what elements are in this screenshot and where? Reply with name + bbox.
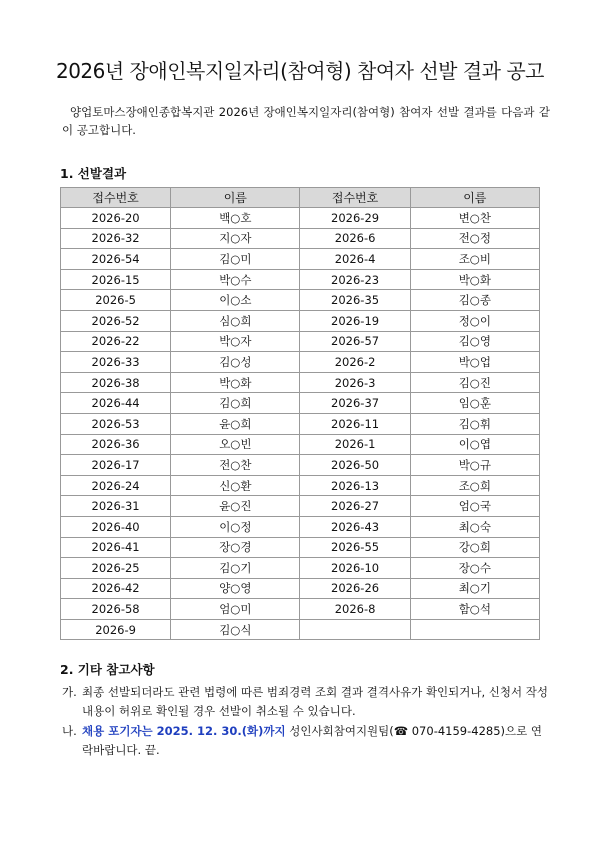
header-name: 이름 [171, 188, 300, 208]
receipt-number-cell: 2026-5 [61, 290, 171, 311]
header-name: 이름 [410, 188, 539, 208]
note-marker: 나. [62, 724, 77, 738]
receipt-number-cell: 2026-53 [61, 413, 171, 434]
name-cell: 지○자 [171, 228, 300, 249]
name-cell: 최○기 [410, 578, 539, 599]
name-cell: 박○화 [171, 372, 300, 393]
table-row [61, 537, 540, 558]
table-body [61, 208, 540, 640]
results-table [60, 187, 540, 640]
name-cell: 신○환 [171, 475, 300, 496]
table-row [61, 413, 540, 434]
receipt-number-cell: 2026-2 [300, 352, 410, 373]
receipt-number-cell: 2026-36 [61, 434, 171, 455]
name-cell: 윤○희 [171, 413, 300, 434]
receipt-number-cell: 2026-44 [61, 393, 171, 414]
receipt-number-cell: 2026-40 [61, 516, 171, 537]
receipt-number-cell: 2026-20 [61, 208, 171, 229]
name-cell: 심○희 [171, 310, 300, 331]
receipt-number-cell: 2026-13 [300, 475, 410, 496]
section-heading-notes: 2. 기타 참고사항 [60, 662, 155, 677]
table-row [61, 249, 540, 270]
note-marker: 가. [62, 685, 77, 699]
name-cell: 김○휘 [410, 413, 539, 434]
intro-paragraph: 양업토마스장애인종합복지관 2026년 장애인복지일자리(참여형) 참여자 선발 결과를 다음과 같이 공고합니다. [62, 105, 550, 137]
note-text: 성인사회참여지원팀(☎ 070-4159-4285)으로 연락바랍니다. 끝. [82, 724, 542, 757]
name-cell: 정○이 [410, 310, 539, 331]
table-row [61, 372, 540, 393]
note-item [62, 683, 548, 721]
name-cell: 강○희 [410, 537, 539, 558]
name-cell: 이○소 [171, 290, 300, 311]
name-cell: 전○정 [410, 228, 539, 249]
name-cell: 장○경 [171, 537, 300, 558]
note-text: 최종 선발되더라도 관련 법령에 따른 범죄경력 조회 결과 결격사유가 확인되거나, 신청서 작성 내용이 허위로 확인될 경우 선발이 취소될 수 있습니다. [82, 685, 549, 718]
name-cell: 윤○진 [171, 496, 300, 517]
receipt-number-cell: 2026-52 [61, 310, 171, 331]
receipt-number-cell: 2026-55 [300, 537, 410, 558]
name-cell: 박○규 [410, 455, 539, 476]
name-cell: 김○영 [410, 331, 539, 352]
receipt-number-cell: 2026-15 [61, 269, 171, 290]
table-row [61, 310, 540, 331]
table-row [61, 599, 540, 620]
name-cell: 엄○미 [171, 599, 300, 620]
receipt-number-cell: 2026-3 [300, 372, 410, 393]
name-cell: 함○석 [410, 599, 539, 620]
name-cell: 장○수 [410, 558, 539, 579]
name-cell: 김○성 [171, 352, 300, 373]
receipt-number-cell: 2026-25 [61, 558, 171, 579]
receipt-number-cell: 2026-37 [300, 393, 410, 414]
receipt-number-cell: 2026-22 [61, 331, 171, 352]
receipt-number-cell: 2026-35 [300, 290, 410, 311]
table-row [61, 578, 540, 599]
receipt-number-cell: 2026-9 [61, 619, 171, 640]
receipt-number-cell: 2026-31 [61, 496, 171, 517]
receipt-number-cell: 2026-26 [300, 578, 410, 599]
receipt-number-cell: 2026-33 [61, 352, 171, 373]
receipt-number-cell: 2026-32 [61, 228, 171, 249]
receipt-number-cell: 2026-54 [61, 249, 171, 270]
name-cell: 백○호 [171, 208, 300, 229]
table-row [61, 208, 540, 229]
table-row [61, 290, 540, 311]
receipt-number-cell: 2026-17 [61, 455, 171, 476]
name-cell: 이○정 [171, 516, 300, 537]
table-row [61, 228, 540, 249]
name-cell: 박○수 [171, 269, 300, 290]
name-cell: 김○진 [410, 372, 539, 393]
receipt-number-cell: 2026-23 [300, 269, 410, 290]
name-cell [410, 619, 539, 640]
name-cell: 조○비 [410, 249, 539, 270]
name-cell: 김○종 [410, 290, 539, 311]
receipt-number-cell: 2026-1 [300, 434, 410, 455]
name-cell: 조○희 [410, 475, 539, 496]
receipt-number-cell: 2026-50 [300, 455, 410, 476]
table-row [61, 352, 540, 373]
receipt-number-cell: 2026-27 [300, 496, 410, 517]
name-cell: 전○찬 [171, 455, 300, 476]
receipt-number-cell: 2026-38 [61, 372, 171, 393]
table-row [61, 516, 540, 537]
note-item [62, 722, 548, 760]
receipt-number-cell: 2026-43 [300, 516, 410, 537]
receipt-number-cell: 2026-29 [300, 208, 410, 229]
page-title: 2026년 장애인복지일자리(참여형) 참여자 선발 결과 공고 [55, 59, 544, 83]
header-receipt-number: 접수번호 [300, 188, 410, 208]
receipt-number-cell: 2026-4 [300, 249, 410, 270]
table-row [61, 269, 540, 290]
table-row [61, 455, 540, 476]
name-cell: 김○미 [171, 249, 300, 270]
deadline-highlight: 채용 포기자는 2025. 12. 30.(화)까지 [82, 724, 286, 738]
receipt-number-cell: 2026-24 [61, 475, 171, 496]
name-cell: 양○영 [171, 578, 300, 599]
table-row [61, 496, 540, 517]
note-text-wrapper [62, 722, 548, 760]
receipt-number-cell [300, 619, 410, 640]
receipt-number-cell: 2026-57 [300, 331, 410, 352]
table-row [61, 619, 540, 640]
receipt-number-cell: 2026-6 [300, 228, 410, 249]
name-cell: 김○식 [171, 619, 300, 640]
receipt-number-cell: 2026-8 [300, 599, 410, 620]
receipt-number-cell: 2026-10 [300, 558, 410, 579]
table-row [61, 331, 540, 352]
name-cell: 이○엽 [410, 434, 539, 455]
table-header-row [61, 188, 540, 208]
receipt-number-cell: 2026-42 [61, 578, 171, 599]
name-cell: 박○화 [410, 269, 539, 290]
receipt-number-cell: 2026-41 [61, 537, 171, 558]
table-row [61, 434, 540, 455]
receipt-number-cell: 2026-11 [300, 413, 410, 434]
name-cell: 김○기 [171, 558, 300, 579]
name-cell: 오○빈 [171, 434, 300, 455]
name-cell: 박○업 [410, 352, 539, 373]
name-cell: 김○희 [171, 393, 300, 414]
name-cell: 엄○국 [410, 496, 539, 517]
header-receipt-number: 접수번호 [61, 188, 171, 208]
name-cell: 변○찬 [410, 208, 539, 229]
name-cell: 박○자 [171, 331, 300, 352]
table-row [61, 393, 540, 414]
receipt-number-cell: 2026-19 [300, 310, 410, 331]
name-cell: 최○숙 [410, 516, 539, 537]
table-row [61, 475, 540, 496]
name-cell: 임○훈 [410, 393, 539, 414]
section-heading-results: 1. 선발결과 [60, 166, 127, 181]
receipt-number-cell: 2026-58 [61, 599, 171, 620]
table-row [61, 558, 540, 579]
